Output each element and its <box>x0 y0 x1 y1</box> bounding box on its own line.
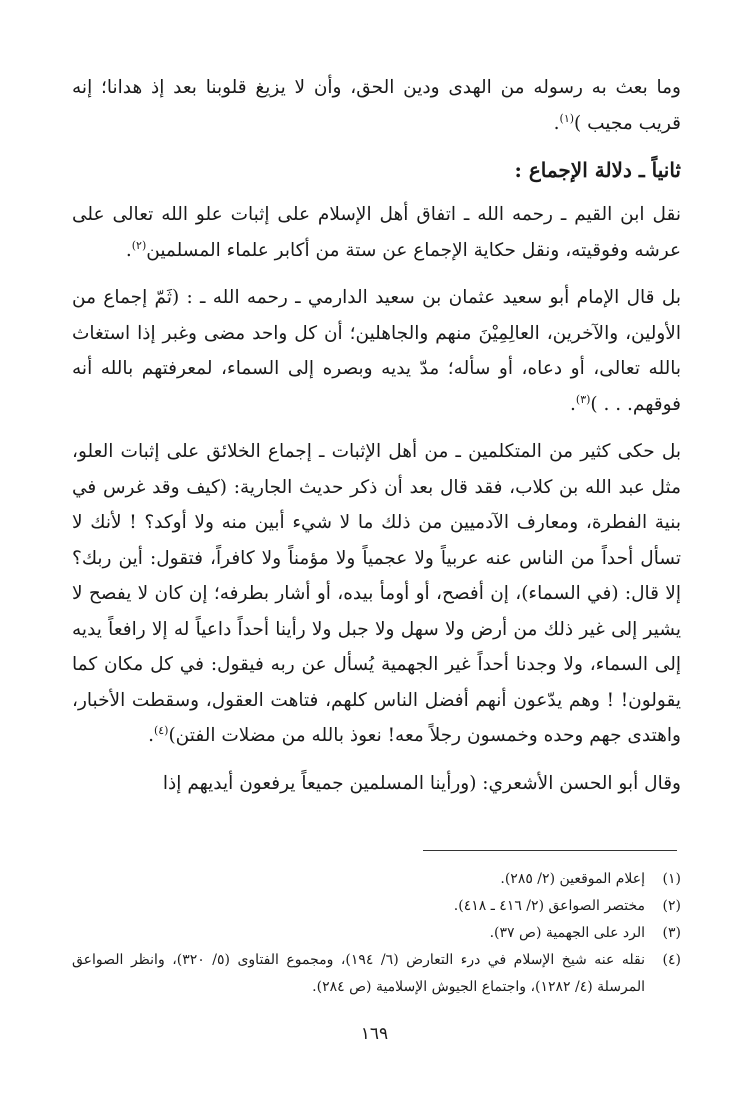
paragraph-1-text: وما بعث به رسوله من الهدى ودين الحق، وأن لا يزيغ قلوبنا بعد إذ هدانا؛ إنه قريب مجيب ) <box>72 77 681 134</box>
paragraph-gap <box>72 754 681 766</box>
footnote-ref-2[interactable]: (٢) <box>131 238 147 252</box>
paragraph-1 <box>72 70 681 141</box>
footnote-number: (٢) <box>662 898 681 914</box>
section-heading: ثانياً ـ دلالة الإجماع : <box>514 158 681 182</box>
footnote-number: (٣) <box>662 925 681 941</box>
paragraph-2-text: نقل ابن القيم ـ رحمه الله ـ اتفاق أهل الإسلام على إثبات علو الله تعالى على عرشه وفوقيته، ونقل حكاية الإجماع عن ستة من أكابر علماء المسلمين <box>72 204 681 261</box>
footnote-text: الرد على الجهمية (ص ٣٧). <box>489 925 645 941</box>
footnotes <box>72 866 681 1001</box>
paragraph-2 <box>72 197 681 268</box>
footnote-ref-3[interactable]: (٣) <box>575 392 591 406</box>
footnote-item <box>72 866 681 893</box>
footnote-item <box>72 920 681 947</box>
paragraph-5-text: وقال أبو الحسن الأشعري: (ورأينا المسلمين جميعاً يرفعون أيديهم إذا <box>162 772 681 794</box>
paragraph-gap <box>72 422 681 434</box>
paragraph-1-tail: . <box>553 112 560 134</box>
paragraph-4-text: بل حكى كثير من المتكلمين ـ من أهل الإثبات ـ إجماع الخلائق على إثبات العلو، مثل عبد الله بن كلاب، فقد قال بعد أن ذكر حديث الجارية: (كيف وقد غرس في بنية الفطرة، ومعارف الآدميين من ذلك ما لا شيء أبين منه ولا أوكد؟ ! لأنك لا تسأل أحداً من الناس عنه عربياً ولا عجمياً ولا مؤمناً ولا كافراً، فتقول: أين ربك؟ إلا قال: (في السماء)، إن أفصح، أو أومأ بيده، أو أشار بطرفه؛ إن كان لا يفصح لا يشير إلى غير ذلك من أرض ولا سهل ولا جبل ولا رأينا أحداً داعياً له إلا رافعاً يديه إلى السماء، ولا وجدنا أحداً غير الجهمية يُسأل عن ربه فيقول: في كل مكان كما يقولون! ! وهم يدّعون أنهم أفضل الناس كلهم، فتاهت العقول، وسقطت الأخبار، واهتدى جهم وحده وخمسون رجلاً معه! نعوذ بالله من مضلات الفتن) <box>72 441 681 746</box>
footnote-text: مختصر الصواعق (٢/ ٤١٦ ـ ٤١٨). <box>453 898 645 914</box>
footnote-number: (٤) <box>662 952 681 968</box>
paragraph-2-tail: . <box>125 239 132 261</box>
footnote-item <box>72 947 681 1001</box>
paragraph-4 <box>72 434 681 754</box>
paragraph-3 <box>72 280 681 422</box>
paragraph-5 <box>72 766 681 802</box>
page-number: ١٦٩ <box>360 1024 389 1044</box>
footnote-ref-4[interactable]: (٤) <box>153 723 169 737</box>
footnote-ref-1[interactable]: (١) <box>559 111 575 125</box>
footnote-text: نقله عنه شيخ الإسلام في درء التعارض (٦/ ١٩٤)، ومجموع الفتاوى (٥/ ٣٢٠)، وانظر الصواعق المرسلة (٤/ ١٢٨٢)، واجتماع الجيوش الإسلامية (ص ٢٨٤). <box>72 952 645 995</box>
paragraph-3-text: بل قال الإمام أبو سعيد عثمان بن سعيد الدارمي ـ رحمه الله ـ : (ثَمّ إجماع من الأولين، والآخرين، العالِمِيْنَ منهم والجاهلين؛ أن كل واحد مضى وغبر إذا استغاث بالله تعالى، أو دعاه، أو سأله؛ مدّ يديه وبصره إلى السماء، لمعرفتهم بالله أنه فوقهم. . . ) <box>72 287 681 415</box>
footnote-separator <box>423 850 677 851</box>
footnote-item <box>72 893 681 920</box>
footnote-number: (١) <box>662 871 681 887</box>
footnote-text: إعلام الموقعين (٢/ ٢٨٥). <box>500 871 645 887</box>
paragraph-3-tail: . <box>570 393 576 415</box>
paragraph-gap <box>72 268 681 280</box>
paragraph-4-tail: . <box>148 725 154 746</box>
